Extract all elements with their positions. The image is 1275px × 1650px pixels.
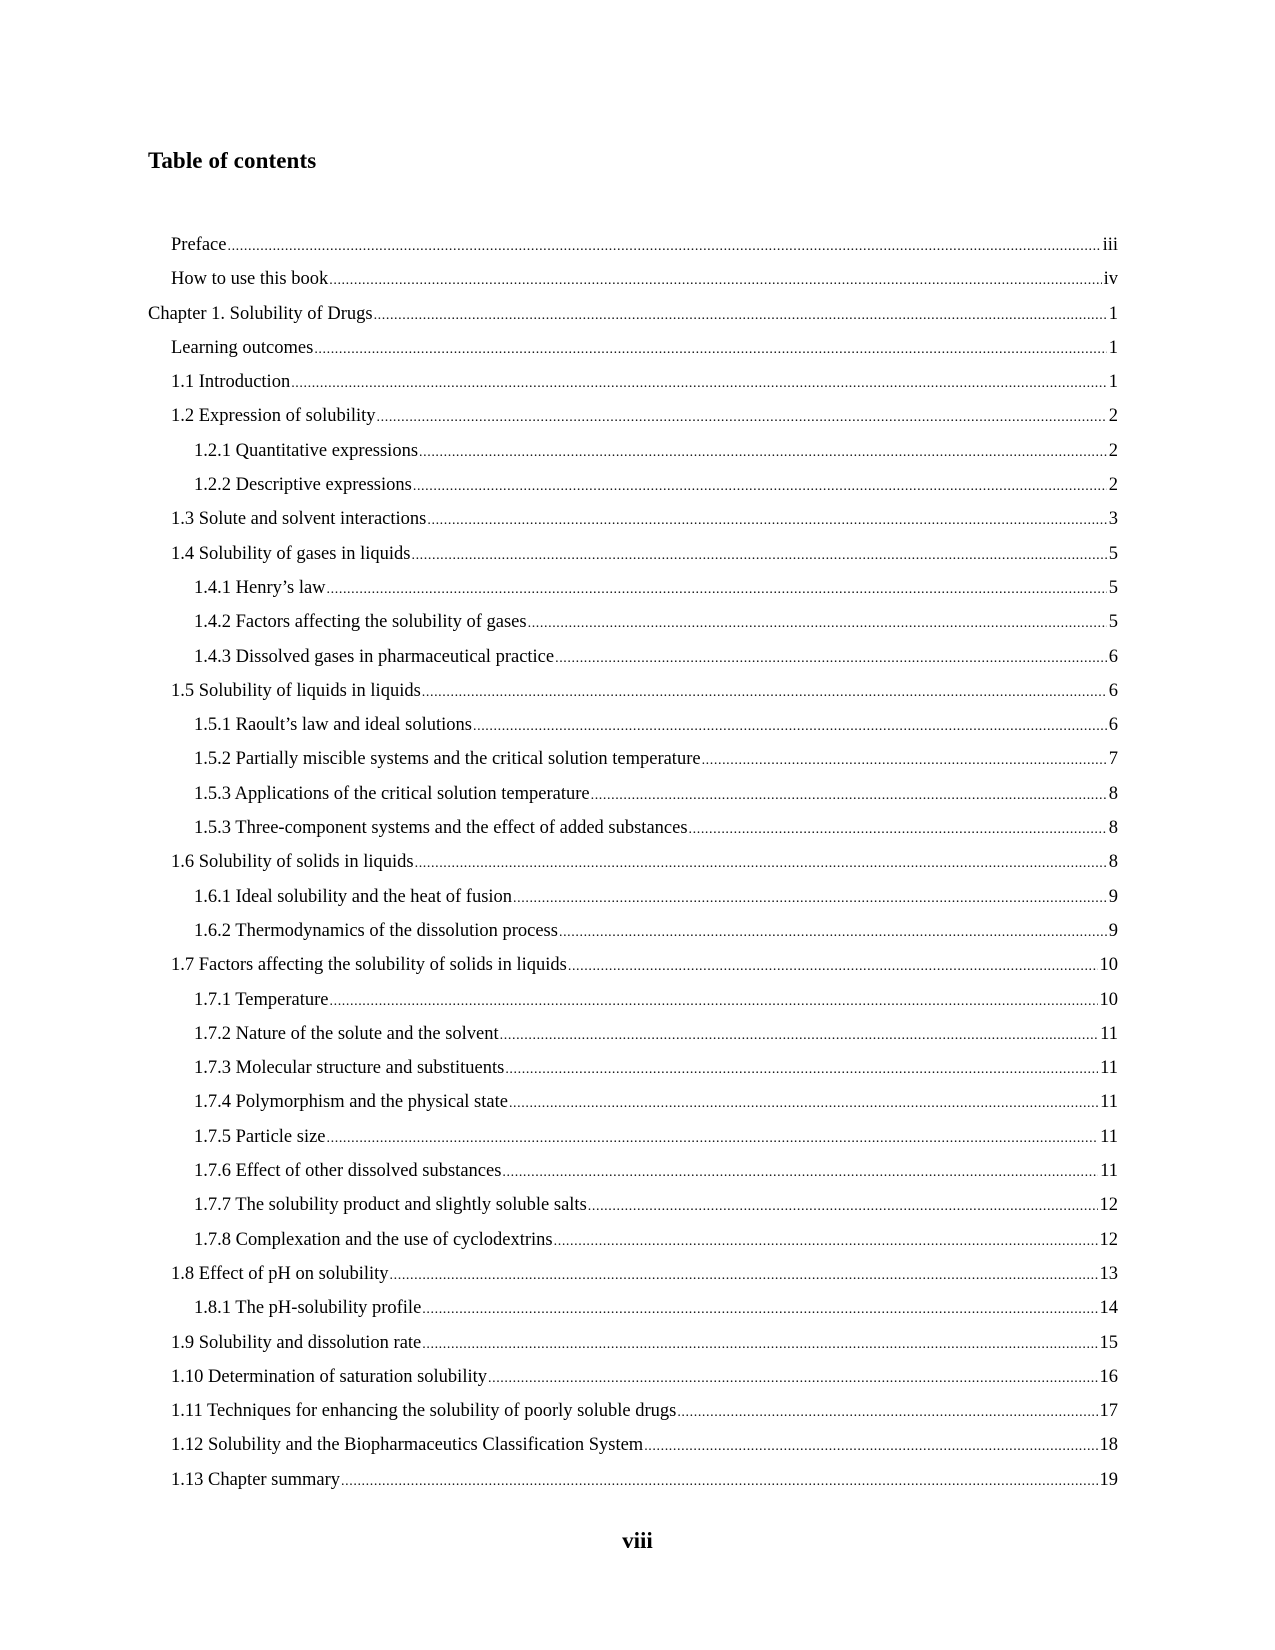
toc-entry-title: 1.7.7 The solubility product and slightly soluble salts xyxy=(194,1195,587,1216)
toc-entry-title: 1.4.1 Henry’s law xyxy=(194,577,326,598)
toc-dot-leader xyxy=(644,1434,1097,1460)
toc-entry-title: 1.7 Factors affecting the solubility of solids in liquids xyxy=(171,955,567,976)
toc-entry[interactable] xyxy=(148,369,1118,403)
toc-entry-page-number: 6 xyxy=(1108,646,1118,667)
toc-entry-title: 1.6.1 Ideal solubility and the heat of fusion xyxy=(194,886,513,907)
toc-entry-page-number: 2 xyxy=(1108,406,1118,427)
toc-entry-page-number: 12 xyxy=(1099,1229,1118,1250)
toc-entry-page-number: 11 xyxy=(1100,1126,1118,1147)
toc-entry[interactable] xyxy=(148,987,1118,1021)
toc-entry-title: 1.7.2 Nature of the solute and the solvent xyxy=(194,1023,499,1044)
toc-dot-leader xyxy=(689,817,1107,843)
toc-dot-leader xyxy=(413,474,1107,500)
toc-dot-leader xyxy=(327,1126,1099,1152)
toc-entry-page-number: 6 xyxy=(1108,680,1118,701)
toc-entry[interactable] xyxy=(148,1330,1118,1364)
toc-dot-leader xyxy=(390,1263,1098,1289)
toc-entry-page-number: iv xyxy=(1103,269,1118,290)
toc-entry-title: 1.6 Solubility of solids in liquids xyxy=(171,852,414,873)
toc-dot-leader xyxy=(505,1057,1098,1083)
toc-entry-page-number: 3 xyxy=(1108,509,1118,530)
toc-entry[interactable] xyxy=(148,1021,1118,1055)
toc-entry-page-number: 19 xyxy=(1099,1469,1118,1490)
table-of-contents xyxy=(148,232,1118,1501)
toc-entry-page-number: 12 xyxy=(1099,1195,1118,1216)
toc-dot-leader xyxy=(528,611,1107,637)
toc-entry-title: 1.2 Expression of solubility xyxy=(171,406,376,427)
toc-entry[interactable] xyxy=(148,849,1118,883)
toc-entry[interactable] xyxy=(148,609,1118,643)
toc-entry-title: 1.2.2 Descriptive expressions xyxy=(194,475,412,496)
toc-entry-title: 1.10 Determination of saturation solubility xyxy=(171,1366,487,1387)
toc-entry-page-number: 7 xyxy=(1108,749,1118,770)
toc-entry-page-number: 5 xyxy=(1108,543,1118,564)
toc-dot-leader xyxy=(327,577,1107,603)
toc-entry[interactable] xyxy=(148,1124,1118,1158)
toc-dot-leader xyxy=(330,989,1098,1015)
toc-entry[interactable] xyxy=(148,301,1118,335)
toc-entry[interactable] xyxy=(148,712,1118,746)
toc-entry-title: 1.5.3 Three-component systems and the effect of added substances xyxy=(194,818,688,839)
page-title: Table of contents xyxy=(148,148,317,173)
toc-entry-title: 1.7.6 Effect of other dissolved substances xyxy=(194,1161,502,1182)
toc-entry[interactable] xyxy=(148,1192,1118,1226)
toc-entry[interactable] xyxy=(148,1364,1118,1398)
toc-entry[interactable] xyxy=(148,438,1118,472)
toc-dot-leader xyxy=(427,508,1106,534)
toc-entry-title: 1.3 Solute and solvent interactions xyxy=(171,509,427,530)
toc-entry-page-number: 10 xyxy=(1099,955,1118,976)
toc-dot-leader xyxy=(513,886,1107,912)
toc-entry-page-number: 13 xyxy=(1099,1263,1118,1284)
toc-entry-page-number: 5 xyxy=(1108,577,1118,598)
toc-entry[interactable] xyxy=(148,746,1118,780)
toc-entry-page-number: 11 xyxy=(1100,1058,1118,1079)
toc-entry[interactable] xyxy=(148,1432,1118,1466)
toc-entry[interactable] xyxy=(148,1227,1118,1261)
toc-entry-page-number: 5 xyxy=(1108,612,1118,633)
toc-entry-page-number: 1 xyxy=(1108,372,1118,393)
toc-dot-leader xyxy=(500,1023,1099,1049)
toc-dot-leader xyxy=(314,337,1106,363)
toc-entry-page-number: 1 xyxy=(1108,303,1118,324)
toc-entry-page-number: 2 xyxy=(1108,440,1118,461)
toc-dot-leader xyxy=(422,1332,1097,1358)
page-number: viii xyxy=(622,1528,653,1553)
toc-dot-leader xyxy=(502,1160,1098,1186)
toc-entry[interactable] xyxy=(148,781,1118,815)
toc-entry-title: 1.7.3 Molecular structure and substituents xyxy=(194,1058,505,1079)
toc-entry[interactable] xyxy=(148,232,1118,266)
toc-dot-leader xyxy=(473,714,1107,740)
toc-entry-title: 1.5.3 Applications of the critical solution temperature xyxy=(194,783,590,804)
toc-dot-leader xyxy=(341,1469,1097,1495)
toc-dot-leader xyxy=(422,680,1107,706)
toc-entry-title: 1.4 Solubility of gases in liquids xyxy=(171,543,411,564)
toc-dot-leader xyxy=(559,920,1107,946)
toc-entry-title: 1.11 Techniques for enhancing the solubility of poorly soluble drugs xyxy=(171,1401,677,1422)
toc-entry[interactable] xyxy=(148,541,1118,575)
toc-entry-title: 1.5.1 Raoult’s law and ideal solutions xyxy=(194,715,472,736)
toc-entry-title: 1.7.5 Particle size xyxy=(194,1126,326,1147)
toc-dot-leader xyxy=(374,303,1107,329)
toc-dot-leader xyxy=(291,371,1107,397)
toc-entry[interactable] xyxy=(148,266,1118,300)
toc-entry-title: 1.13 Chapter summary xyxy=(171,1469,341,1490)
toc-entry-title: 1.8.1 The pH-solubility profile xyxy=(194,1298,422,1319)
toc-entry-page-number: 2 xyxy=(1108,475,1118,496)
toc-entry-page-number: 1 xyxy=(1108,337,1118,358)
toc-dot-leader xyxy=(555,646,1107,672)
toc-dot-leader xyxy=(488,1366,1098,1392)
toc-entry[interactable] xyxy=(148,1295,1118,1329)
toc-dot-leader xyxy=(554,1229,1098,1255)
toc-entry[interactable] xyxy=(148,575,1118,609)
toc-entry-page-number: 6 xyxy=(1108,715,1118,736)
toc-entry[interactable] xyxy=(148,1158,1118,1192)
toc-dot-leader xyxy=(411,543,1106,569)
toc-entry-page-number: 11 xyxy=(1100,1092,1118,1113)
toc-entry[interactable] xyxy=(148,884,1118,918)
toc-dot-leader xyxy=(422,1297,1097,1323)
toc-entry-title: 1.12 Solubility and the Biopharmaceutics Classification System xyxy=(171,1435,644,1456)
toc-entry-title: How to use this book xyxy=(171,269,329,290)
toc-entry-page-number: 11 xyxy=(1100,1161,1118,1182)
toc-entry-page-number: 8 xyxy=(1108,818,1118,839)
toc-entry-title: 1.4.2 Factors affecting the solubility of gases xyxy=(194,612,527,633)
toc-entry-title: 1.6.2 Thermodynamics of the dissolution process xyxy=(194,920,558,941)
toc-entry[interactable] xyxy=(148,644,1118,678)
toc-dot-leader xyxy=(419,440,1107,466)
toc-dot-leader xyxy=(568,954,1098,980)
toc-entry-page-number: 8 xyxy=(1108,783,1118,804)
toc-entry-title: 1.7.1 Temperature xyxy=(194,989,329,1010)
toc-entry[interactable] xyxy=(148,1089,1118,1123)
toc-entry[interactable] xyxy=(148,952,1118,986)
toc-entry-title: 1.5.2 Partially miscible systems and the critical solution temperature xyxy=(194,749,701,770)
toc-entry-title: 1.7.8 Complexation and the use of cyclodextrins xyxy=(194,1229,553,1250)
toc-entry-page-number: 10 xyxy=(1099,989,1118,1010)
toc-entry-title: 1.8 Effect of pH on solubility xyxy=(171,1263,389,1284)
toc-entry[interactable] xyxy=(148,472,1118,506)
toc-entry-page-number: 14 xyxy=(1099,1298,1118,1319)
toc-entry[interactable] xyxy=(148,1261,1118,1295)
toc-entry[interactable] xyxy=(148,815,1118,849)
toc-entry[interactable] xyxy=(148,918,1118,952)
toc-entry-page-number: 11 xyxy=(1100,1023,1118,1044)
toc-entry-page-number: 8 xyxy=(1108,852,1118,873)
toc-entry-page-number: 17 xyxy=(1099,1401,1118,1422)
toc-dot-leader xyxy=(677,1400,1097,1426)
toc-dot-leader xyxy=(377,405,1107,431)
toc-entry-title: 1.2.1 Quantitative expressions xyxy=(194,440,419,461)
toc-dot-leader xyxy=(588,1194,1098,1220)
toc-entry[interactable] xyxy=(148,1055,1118,1089)
toc-entry[interactable] xyxy=(148,1398,1118,1432)
toc-entry-page-number: 9 xyxy=(1108,920,1118,941)
toc-entry[interactable] xyxy=(148,1467,1118,1501)
toc-entry[interactable] xyxy=(148,506,1118,540)
toc-entry[interactable] xyxy=(148,678,1118,712)
toc-entry-page-number: 15 xyxy=(1099,1332,1118,1353)
toc-dot-leader xyxy=(415,851,1107,877)
toc-entry-title: 1.5 Solubility of liquids in liquids xyxy=(171,680,421,701)
toc-entry-title: Learning outcomes xyxy=(171,337,314,358)
toc-entry-title: 1.9 Solubility and dissolution rate xyxy=(171,1332,422,1353)
toc-entry-page-number: iii xyxy=(1102,235,1118,255)
toc-dot-leader xyxy=(702,748,1107,774)
toc-entry-title: Chapter 1. Solubility of Drugs xyxy=(148,303,373,324)
toc-dot-leader xyxy=(591,783,1107,809)
toc-entry-title: 1.7.4 Polymorphism and the physical state xyxy=(194,1092,508,1113)
toc-entry-title: 1.1 Introduction xyxy=(171,372,291,393)
toc-entry-page-number: 16 xyxy=(1099,1366,1118,1387)
toc-entry-title: 1.4.3 Dissolved gases in pharmaceutical practice xyxy=(194,646,555,667)
toc-dot-leader xyxy=(329,268,1101,294)
toc-entry-page-number: 9 xyxy=(1108,886,1118,907)
toc-entry[interactable] xyxy=(148,335,1118,369)
toc-entry-title: Preface xyxy=(171,235,227,255)
toc-dot-leader xyxy=(227,234,1100,260)
toc-entry[interactable] xyxy=(148,403,1118,437)
toc-entry-page-number: 18 xyxy=(1099,1435,1118,1456)
toc-dot-leader xyxy=(509,1091,1098,1117)
